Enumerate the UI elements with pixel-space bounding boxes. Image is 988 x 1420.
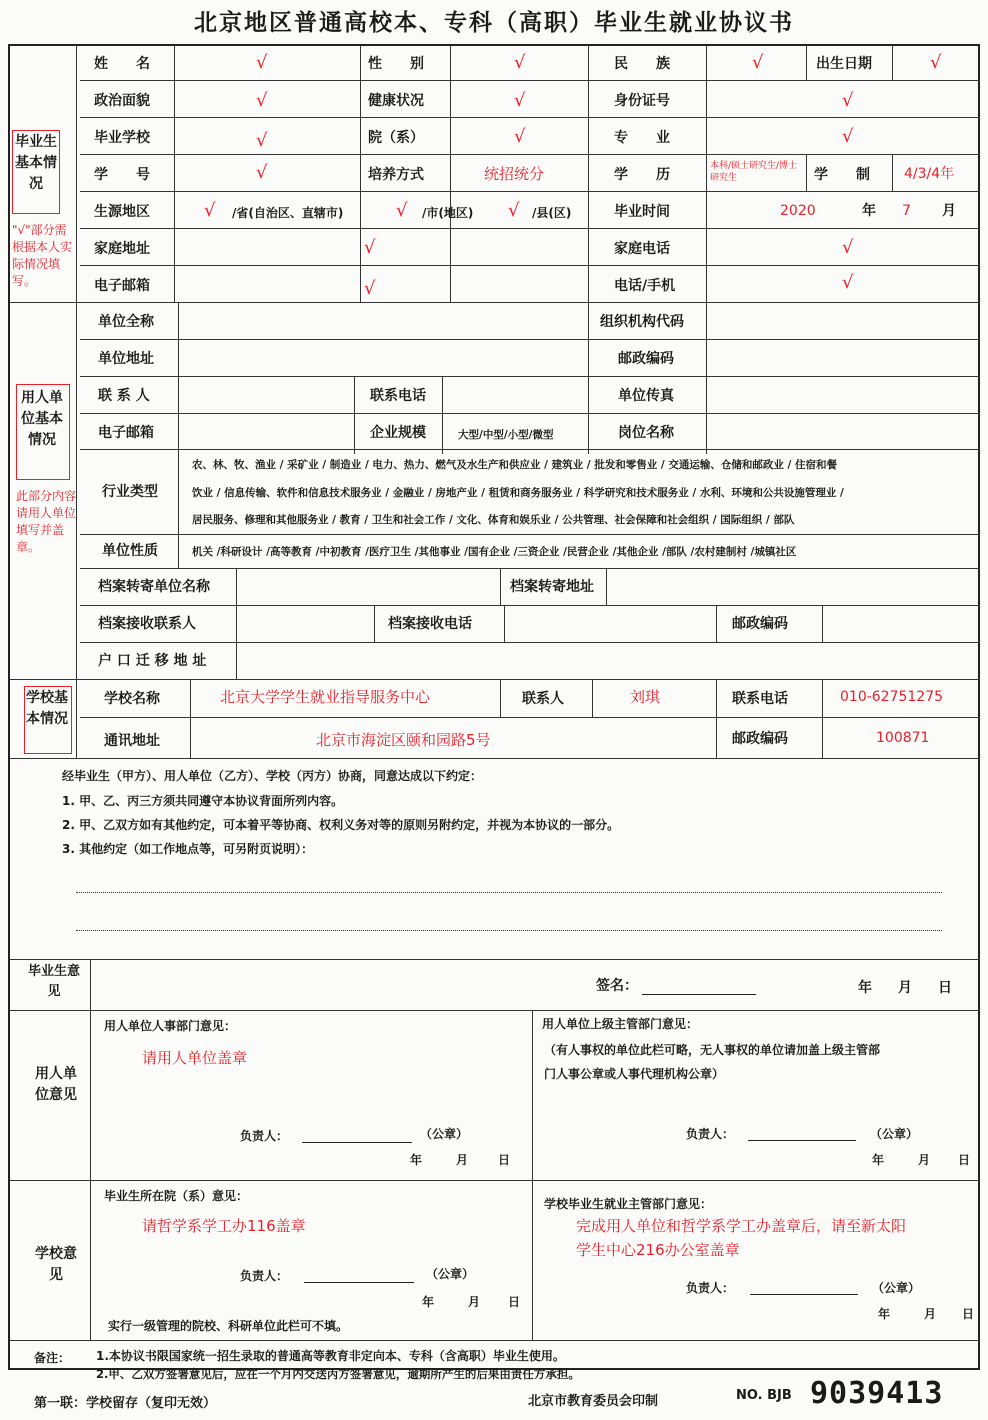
label-nature: 单位性质	[102, 543, 158, 559]
origin-province: /省(自治区、直辖市)	[232, 206, 344, 220]
superior-note-2: 门人事公章或人事代理机构公章）	[544, 1067, 725, 1081]
degree-value[interactable]: 本科/硕士研究生/博士研究生	[710, 161, 798, 183]
label-postcode: 邮政编码	[618, 351, 674, 367]
center-opinion-title: 学校毕业生就业主管部门意见：	[544, 1197, 713, 1211]
check-mark: √	[256, 162, 268, 183]
grad-month-value[interactable]: 7	[902, 203, 911, 219]
dept-seal: （公章）	[426, 1267, 475, 1281]
hr-seal: （公章）	[420, 1127, 469, 1141]
label-origin: 生源地区	[94, 204, 150, 220]
label-unit-address: 单位地址	[98, 351, 154, 367]
remarks-line-1: 1.本协议书限国家统一招生录取的普通高等教育非定向本、专科（含高职）毕业生使用。	[96, 1349, 565, 1363]
check-mark: √	[396, 200, 408, 221]
grad-year-value[interactable]: 2020	[780, 203, 816, 219]
employer-opinion-label: 用人单位意见	[35, 1066, 77, 1103]
check-mark: √	[256, 90, 268, 111]
superior-opinion-title: 用人单位上级主管部门意见：	[542, 1017, 699, 1031]
label-id-number: 身份证号	[614, 93, 670, 109]
label-archive-phone: 档案接收电话	[388, 616, 472, 632]
label-archive-unit: 档案转寄单位名称	[98, 579, 210, 595]
superior-year: 年	[872, 1153, 885, 1167]
hr-opinion-title: 用人单位人事部门意见：	[104, 1019, 237, 1033]
dept-signature-line[interactable]	[304, 1282, 414, 1283]
check-mark: √	[256, 52, 268, 73]
hr-signature-line[interactable]	[302, 1142, 412, 1143]
check-mark: √	[842, 272, 854, 293]
dept-month: 月	[468, 1295, 481, 1309]
label-school-phone: 联系电话	[732, 691, 788, 707]
graduate-opinion-label: 毕业生意见	[27, 964, 80, 999]
label-industry: 行业类型	[102, 484, 158, 500]
label-duration: 学 制	[814, 167, 870, 183]
school-phone-value: 010-62751275	[840, 689, 944, 705]
label-hukou: 户 口 迁 移 地 址	[98, 653, 207, 669]
hr-day: 日	[498, 1153, 511, 1167]
industry-line-3: 居民服务、修理和其他服务业 / 教育 / 卫生和社会工作 / 文化、体育和娱乐业 / 公共管理、社会保障和社会组织 / 国际组织 / 部队	[192, 514, 795, 526]
check-mark: √	[514, 126, 526, 147]
label-student-id: 学 号	[94, 167, 150, 183]
school-opinion-footnote: 实行一级管理的院校、科研单位此栏可不填。	[108, 1319, 349, 1333]
center-signature-line[interactable]	[750, 1294, 858, 1295]
label-school: 毕业学校	[94, 130, 150, 146]
school-contact-value: 刘琪	[630, 688, 661, 706]
check-mark: √	[508, 200, 520, 221]
check-mark: √	[256, 130, 268, 151]
graduate-month: 月	[898, 980, 912, 996]
footer-no-label: NO. BJB	[736, 1388, 792, 1403]
center-seal: （公章）	[872, 1281, 921, 1295]
employer-section-note: 此部分内容请用人单位填写并盖章。	[16, 489, 77, 554]
center-month: 月	[924, 1307, 937, 1321]
origin-city: /市(地区)	[422, 206, 474, 220]
graduate-sign-label: 签名：	[596, 978, 638, 994]
school-name-value: 北京大学学生就业指导服务中心	[220, 688, 431, 706]
label-school-name: 学校名称	[104, 691, 160, 707]
check-mark: √	[842, 126, 854, 147]
school-section-label: 学校基本情况	[26, 690, 68, 727]
student-section-label: 毕业生基本情况	[15, 134, 57, 192]
label-mobile: 电话/手机	[614, 278, 676, 294]
agreement-item-1: 1. 甲、乙、丙三方须共同遵守本协议背面所列内容。	[62, 794, 344, 808]
footer-printer: 北京市教育委员会印制	[528, 1394, 659, 1409]
center-note-2: 学生中心216办公室盖章	[576, 1241, 740, 1259]
label-politics: 政治面貌	[94, 93, 150, 109]
label-department: 院（系）	[368, 130, 424, 146]
dept-opinion-title: 毕业生所在院（系）意见：	[104, 1189, 249, 1203]
center-note-1: 完成用人单位和哲学系学工办盖章后，请至新太阳	[576, 1217, 907, 1235]
dept-person-label: 负责人：	[240, 1269, 289, 1283]
school-opinion-label: 学校意见	[35, 1246, 77, 1283]
scale-value: 大型/中型/小型/微型	[458, 429, 554, 441]
graduate-day: 日	[938, 980, 952, 996]
label-fax: 单位传真	[618, 388, 674, 404]
agreement-form	[8, 44, 980, 1381]
check-mark: √	[364, 278, 376, 299]
hr-opinion-note: 请用人单位盖章	[142, 1049, 248, 1067]
label-contact-phone: 联系电话	[370, 388, 426, 404]
superior-seal: （公章）	[870, 1127, 919, 1141]
label-name: 姓 名	[94, 56, 150, 72]
other-terms-line[interactable]	[76, 892, 942, 893]
other-terms-line[interactable]	[76, 930, 942, 931]
dept-day: 日	[508, 1295, 521, 1309]
label-school-address: 通讯地址	[104, 733, 160, 749]
check-mark: √	[842, 90, 854, 111]
superior-person-label: 负责人：	[686, 1127, 735, 1141]
dept-year: 年	[422, 1295, 435, 1309]
grad-year-unit: 年	[862, 203, 876, 219]
label-major: 专 业	[614, 130, 670, 146]
label-training-mode: 培养方式	[368, 167, 424, 183]
nature-value: 机关 /科研设计 /高等教育 /中初教育 /医疗卫生 /其他事业 /国有企业 /三资企业 /民营企业 /其他企业 /部队 /农村建制村 /城镇社区	[192, 546, 797, 558]
check-mark: √	[204, 200, 216, 221]
center-year: 年	[878, 1307, 891, 1321]
agreement-intro: 经毕业生（甲方）、用人单位（乙方）、学校（丙方）协商，同意达成以下约定：	[62, 769, 483, 783]
label-school-postcode: 邮政编码	[732, 731, 788, 747]
label-birth-date: 出生日期	[816, 56, 872, 72]
label-degree: 学 历	[614, 167, 670, 183]
superior-note-1: （有人事权的单位此栏可略，无人事权的单位请加盖上级主管部	[544, 1043, 881, 1057]
footer-copy: 第一联：学校留存（复印无效）	[34, 1396, 217, 1411]
hr-person-label: 负责人：	[240, 1129, 289, 1143]
graduate-signature-line[interactable]	[642, 994, 756, 995]
label-scale: 企业规模	[370, 425, 426, 441]
superior-signature-line[interactable]	[748, 1140, 856, 1141]
check-mark: √	[842, 237, 854, 258]
label-school-contact: 联系人	[522, 691, 564, 707]
check-mark: √	[930, 52, 942, 73]
graduate-year: 年	[858, 980, 872, 996]
industry-line-2: 饮业 / 信息传输、软件和信息技术服务业 / 金融业 / 房地产业 / 租赁和商务服务业 / 科学研究和技术服务业 / 水利、环境和公共设施管理业 /	[192, 487, 844, 499]
school-postcode-value: 100871	[876, 730, 930, 746]
label-health: 健康状况	[368, 93, 424, 109]
remarks-label: 备注：	[34, 1351, 71, 1365]
label-contact: 联 系 人	[98, 388, 150, 404]
center-person-label: 负责人：	[686, 1281, 735, 1295]
school-address-value: 北京市海淀区颐和园路5号	[316, 731, 491, 749]
agreement-item-2: 2. 甲、乙双方如有其他约定，可本着平等协商、权利义务对等的原则另附约定，并视为本协议的一部分。	[62, 818, 620, 832]
label-position: 岗位名称	[618, 425, 674, 441]
training-mode-value[interactable]: 统招统分	[484, 165, 545, 183]
hr-year: 年	[410, 1153, 423, 1167]
label-ethnicity: 民 族	[614, 56, 670, 72]
label-archive-address: 档案转寄地址	[510, 579, 594, 595]
label-archive-postcode: 邮政编码	[732, 616, 788, 632]
serial-number: 9039413	[810, 1376, 944, 1411]
check-mark: √	[364, 237, 376, 258]
agreement-item-3: 3. 其他约定（如工作地点等，可另附页说明）：	[62, 842, 314, 856]
label-grad-time: 毕业时间	[614, 204, 670, 220]
remarks-line-2: 2.甲、乙双方签署意见后，应在一个月内交送丙方签署意见，逾期所产生的后果由责任方承担。	[96, 1367, 580, 1381]
label-archive-contact: 档案接收联系人	[98, 616, 196, 632]
duration-value[interactable]: 4/3/4年	[904, 166, 955, 182]
center-day: 日	[962, 1307, 975, 1321]
check-mark: √	[514, 90, 526, 111]
check-mark: √	[752, 52, 764, 73]
label-employer-email: 电子邮箱	[98, 425, 154, 441]
label-unit-name: 单位全称	[98, 314, 154, 330]
label-email: 电子邮箱	[94, 278, 150, 294]
hr-month: 月	[456, 1153, 469, 1167]
label-gender: 性 别	[368, 56, 424, 72]
page-title: 北京地区普通高校本、专科（高职）毕业生就业协议书	[194, 9, 794, 36]
superior-month: 月	[918, 1153, 931, 1167]
industry-line-1: 农、林、牧、渔业 / 采矿业 / 制造业 / 电力、热力、燃气及水生产和供应业 / 建筑业 / 批发和零售业 / 交通运输、仓储和邮政业 / 住宿和餐	[192, 459, 838, 471]
check-mark: √	[514, 52, 526, 73]
superior-day: 日	[958, 1153, 971, 1167]
grad-month-unit: 月	[942, 203, 956, 219]
employer-section-label: 用人单位基本情况	[21, 390, 63, 448]
student-section-note: "√"部分需根据本人实际情况填写。	[12, 223, 73, 288]
label-org-code: 组织机构代码	[600, 314, 684, 330]
origin-county: /县(区)	[532, 206, 572, 220]
label-home-phone: 家庭电话	[614, 241, 670, 257]
label-home-address: 家庭地址	[94, 241, 150, 257]
dept-opinion-note: 请哲学系学工办116盖章	[142, 1217, 306, 1235]
